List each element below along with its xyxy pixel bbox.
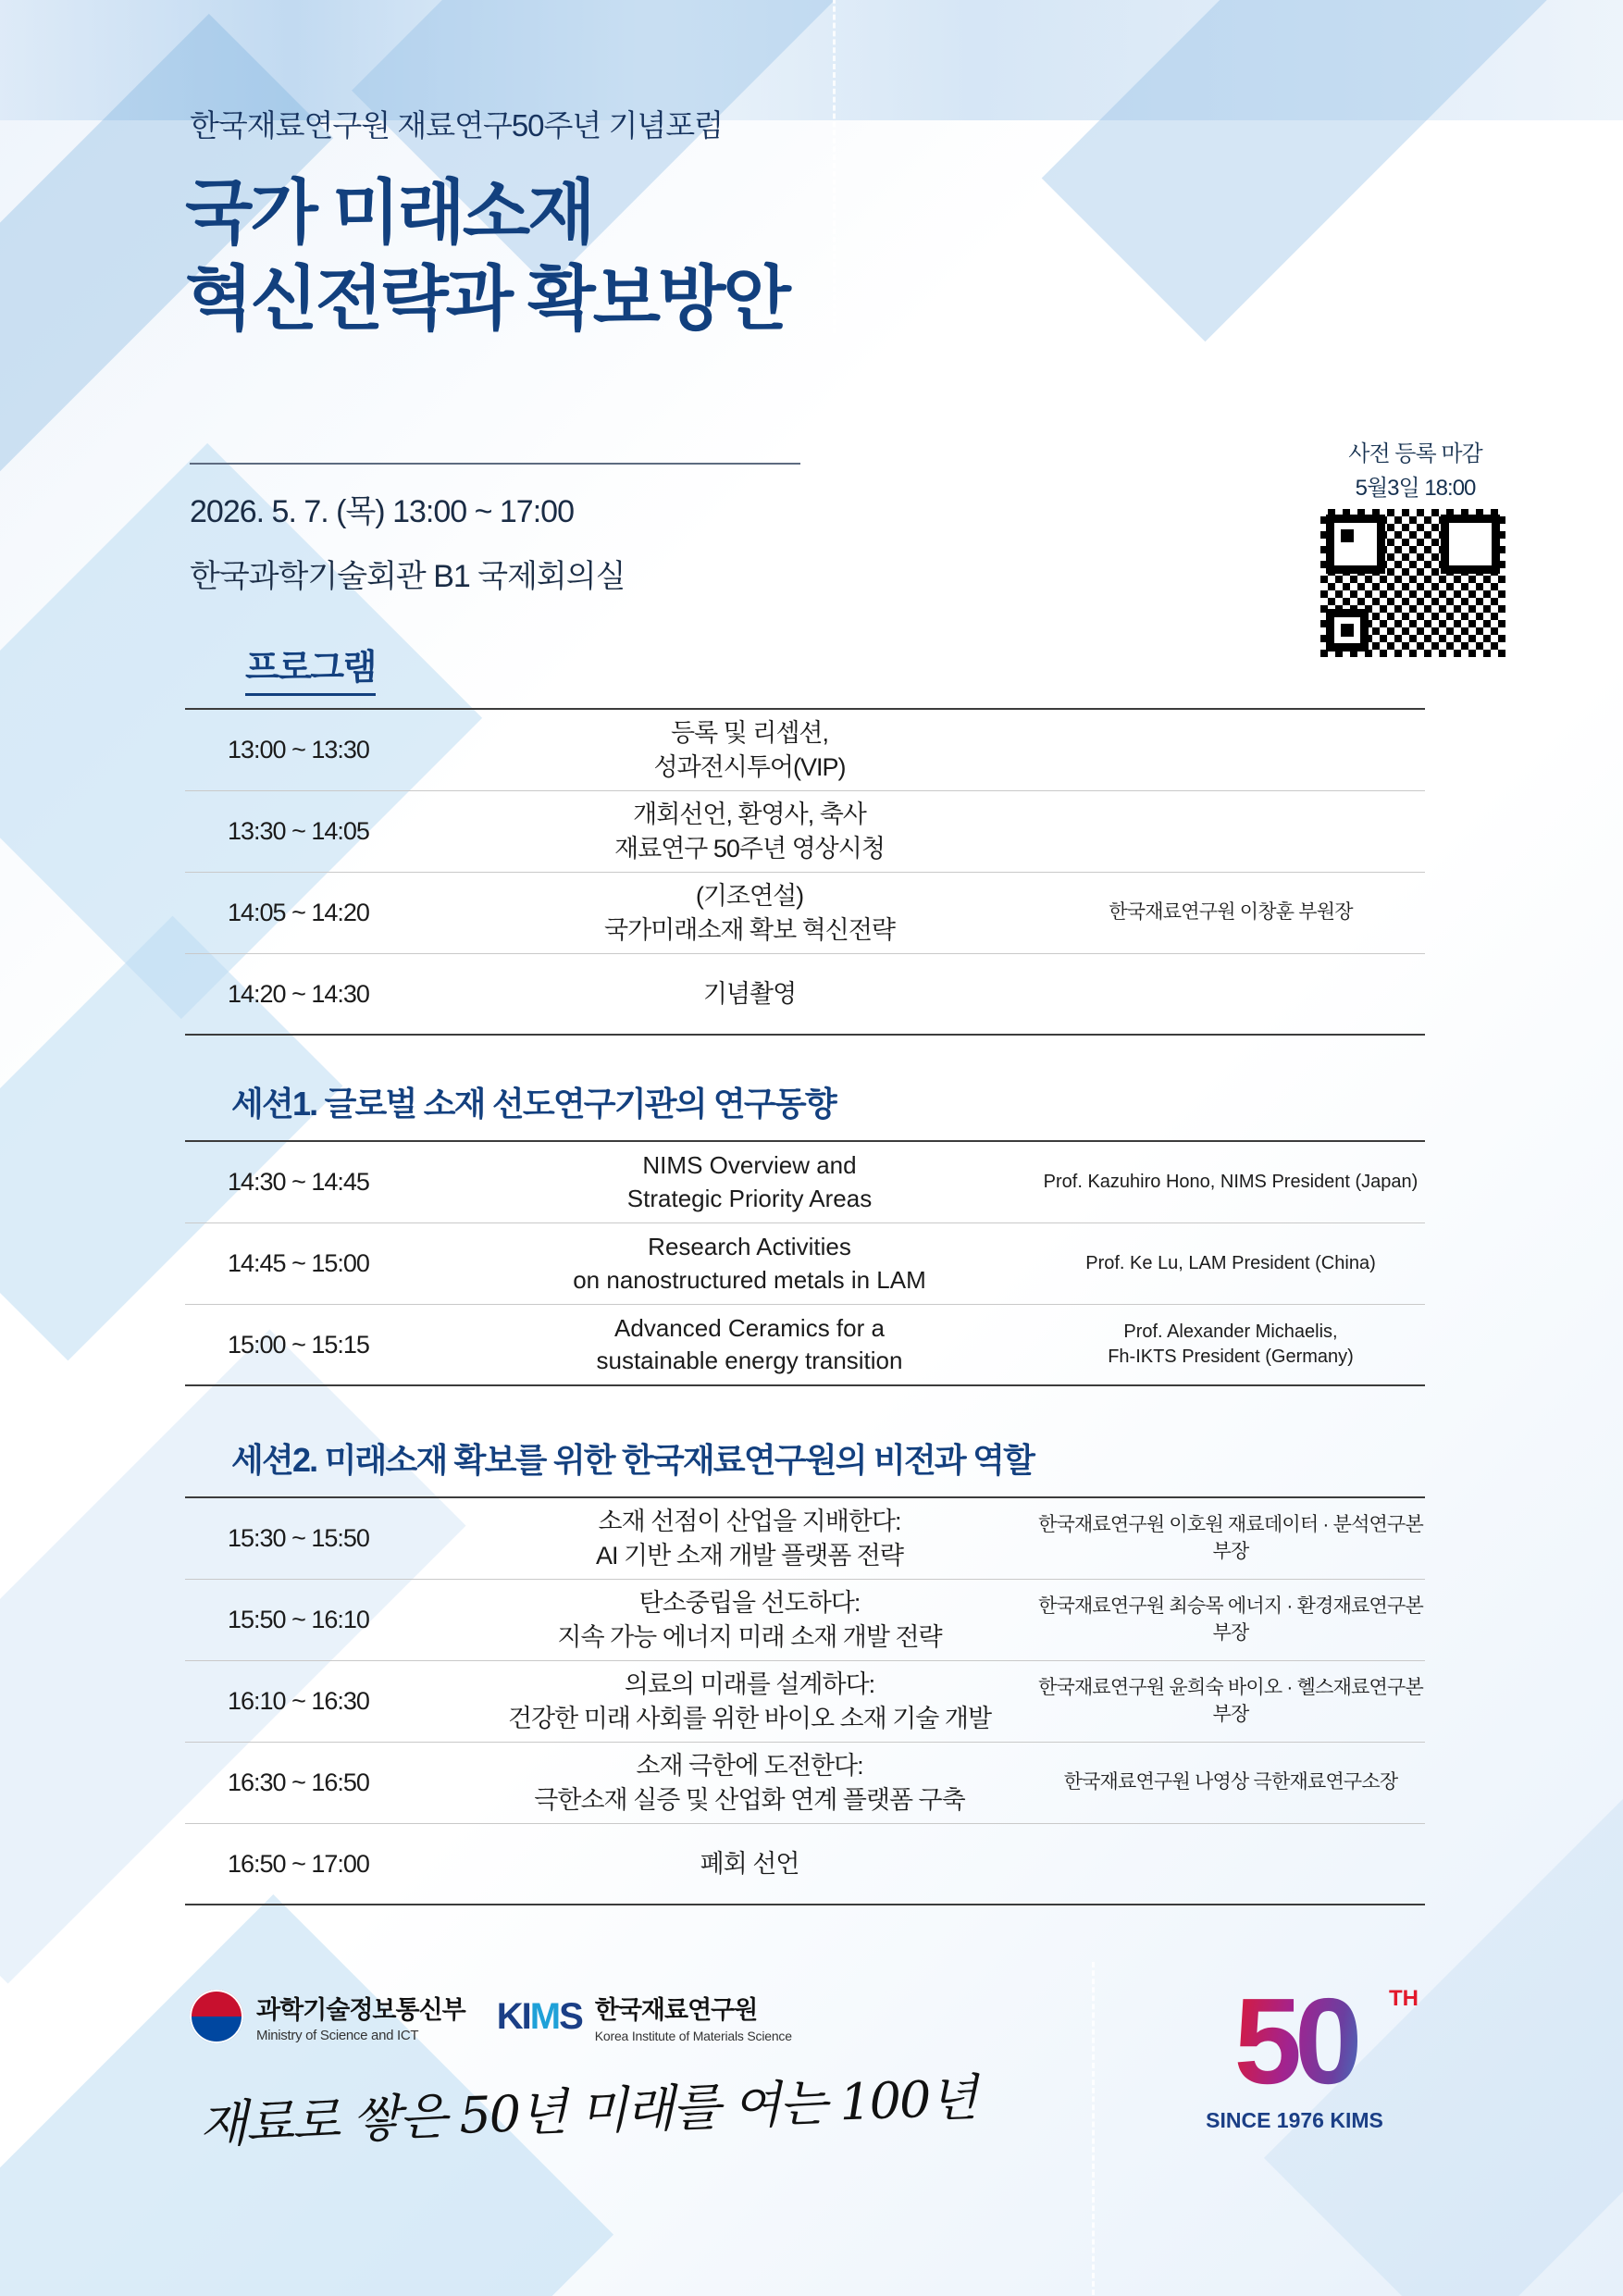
row-time: 14:05 ~ 14:20 [228, 899, 369, 926]
page-title [185, 171, 788, 342]
row-topic: 의료의 미래를 설계하다: 건강한 미래 사회를 위한 바이오 소재 기술 개발 [507, 1669, 992, 1732]
table-row [185, 710, 1425, 791]
row-time: 16:50 ~ 17:00 [228, 1849, 369, 1878]
program-table-block [0, 708, 1425, 1036]
table-row [185, 1142, 1425, 1223]
event-venue: 한국과학기술회관 B1 국제회의실 [190, 559, 626, 594]
table-row [185, 873, 1425, 954]
session2-block [0, 1434, 1425, 1905]
row-speaker: 한국재료연구원 윤희숙 바이오 · 헬스재료연구본부장 [1037, 1677, 1424, 1725]
anniversary-number: 50 [1165, 1980, 1424, 2103]
table-row [185, 1824, 1425, 1905]
table-row [185, 1743, 1425, 1824]
forum-kicker: 한국재료연구원 재료연구50주년 기념포럼 [190, 108, 723, 143]
row-topic: 소재 극한에 도전한다: 극한소재 실증 및 산업화 연계 플랫폼 구축 [534, 1751, 965, 1814]
row-time: 15:50 ~ 16:10 [228, 1606, 369, 1633]
row-topic: Advanced Ceramics for a sustainable energy transition [596, 1313, 903, 1374]
kims-logo [497, 1990, 792, 2043]
row-time: 14:30 ~ 14:45 [228, 1168, 369, 1196]
row-speaker: Prof. Kazuhiro Hono, NIMS President (Japan) [1043, 1172, 1419, 1192]
ministry-logo [190, 1990, 465, 2043]
title-line-2: 혁신전략과 확보방안 [185, 259, 788, 339]
row-speaker: Prof. Alexander Michaelis, Fh-IKTS President (Germany) [1108, 1322, 1354, 1367]
footer [0, 1953, 1623, 2296]
session1-table [185, 1140, 1425, 1386]
calligraphy-slogan: 재료로 쌓은 50년 미래를 여는 100년 [198, 2068, 977, 2154]
row-topic: 개회선언, 환영사, 축사 재료연구 50주년 영상시청 [614, 800, 885, 863]
row-speaker: Prof. Ke Lu, LAM President (China) [1085, 1253, 1376, 1273]
row-topic: (기조연설) 국가미래소재 확보 혁신전략 [604, 881, 895, 944]
taegeuk-icon [190, 1990, 243, 2043]
program-table [185, 708, 1425, 1036]
row-topic: 폐회 선언 [700, 1849, 799, 1878]
row-time: 15:00 ~ 15:15 [228, 1330, 369, 1359]
row-speaker: 한국재료연구원 이창훈 부원장 [1109, 901, 1353, 924]
ministry-name-en: Ministry of Science and ICT [256, 2028, 419, 2043]
table-row [185, 791, 1425, 873]
registration-deadline-label: 사전 등록 마감 [1348, 441, 1482, 466]
registration-qr-block[interactable] [1320, 435, 1510, 657]
row-time: 13:30 ~ 14:05 [228, 817, 369, 845]
table-row [185, 1580, 1425, 1661]
row-topic: Research Activities on nanostructured metals in LAM [573, 1233, 926, 1294]
row-speaker: 한국재료연구원 나영상 극한재료연구소장 [1063, 1771, 1398, 1793]
anniversary-th: TH [1389, 1986, 1419, 2011]
row-topic: 기념촬영 [702, 979, 797, 1008]
event-datetime: 2026. 5. 7. (목) 13:00 ~ 17:00 [190, 494, 574, 529]
kims-wordmark: KIMS [496, 1995, 582, 2037]
title-divider [190, 463, 800, 465]
table-row [185, 1498, 1425, 1580]
qr-code-icon[interactable] [1320, 509, 1505, 657]
row-time: 16:30 ~ 16:50 [228, 1769, 369, 1796]
table-row [185, 1305, 1425, 1386]
program-heading: 프로그램 [245, 639, 376, 696]
row-time: 13:00 ~ 13:30 [228, 736, 369, 763]
session2-table [185, 1496, 1425, 1905]
row-time: 14:45 ~ 15:00 [228, 1249, 369, 1277]
anniversary-emblem [1165, 1973, 1424, 2133]
row-topic: 등록 및 리셉션, 성과전시투어(VIP) [653, 718, 846, 781]
kims-name-ko: 한국재료연구원 [594, 1996, 758, 2024]
row-topic: 소재 선점이 산업을 지배한다: AI 기반 소재 개발 플랫폼 전략 [596, 1507, 903, 1570]
sponsor-logos [190, 1990, 792, 2043]
table-row [185, 1661, 1425, 1743]
table-row [185, 1223, 1425, 1305]
session1-block [0, 1078, 1425, 1386]
row-topic: 탄소중립을 선도하다: 지속 가능 에너지 미래 소재 개발 전략 [557, 1588, 942, 1651]
ministry-name-ko: 과학기술정보통신부 [256, 1996, 465, 2024]
row-time: 14:20 ~ 14:30 [228, 979, 369, 1008]
row-speaker: 한국재료연구원 최승목 에너지 · 환경재료연구본부장 [1037, 1595, 1424, 1644]
row-topic: NIMS Overview and Strategic Priority Areas [626, 1151, 873, 1212]
session1-heading: 세션1. 글로벌 소재 선도연구기관의 연구동향 [231, 1085, 836, 1123]
anniversary-since: SINCE 1976 KIMS [1206, 2108, 1383, 2132]
row-time: 15:30 ~ 15:50 [228, 1524, 369, 1552]
session2-heading: 세션2. 미래소재 확보를 위한 한국재료연구원의 비전과 역할 [231, 1441, 1035, 1479]
row-speaker: 한국재료연구원 이호원 재료데이터 · 분석연구본부장 [1037, 1514, 1424, 1562]
table-row [185, 954, 1425, 1036]
kims-name-en: Korea Institute of Materials Science [594, 2029, 792, 2043]
registration-deadline-date: 5월3일 18:00 [1355, 476, 1476, 501]
title-line-1: 국가 미래소재 [185, 174, 593, 253]
row-time: 16:10 ~ 16:30 [228, 1687, 369, 1715]
